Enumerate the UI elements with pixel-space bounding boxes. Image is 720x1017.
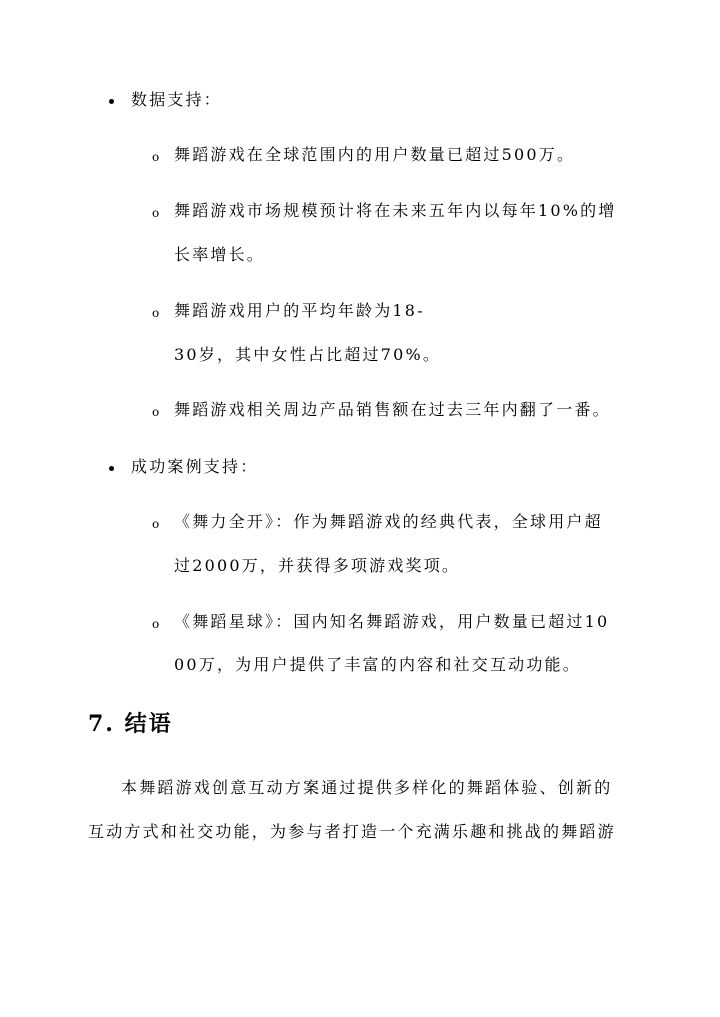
sub-bullet-icon: o <box>152 206 160 220</box>
section-title-case-support: 成功案例支持： <box>131 457 259 476</box>
list-item-text-cont: 00万，为用户提供了丰富的内容和社交互动功能。 <box>174 655 581 674</box>
sub-bullet-icon: o <box>152 617 160 631</box>
list-item-text-cont: 长率增长。 <box>174 245 266 264</box>
sub-bullet-icon: o <box>152 405 160 419</box>
sub-bullet-icon: o <box>152 306 160 320</box>
list-item-text: 舞蹈游戏市场规模预计将在未来五年内以每年10%的增 <box>174 201 617 220</box>
list-item-text: 舞蹈游戏在全球范围内的用户数量已超过500万。 <box>174 145 576 164</box>
sub-bullet-icon: o <box>152 517 160 531</box>
bullet-icon <box>109 99 114 104</box>
bullet-icon <box>109 466 114 471</box>
list-item-text: 舞蹈游戏相关周边产品销售额在过去三年内翻了一番。 <box>174 400 611 419</box>
list-item-text: 《舞蹈星球》：国内知名舞蹈游戏，用户数量已超过10 <box>174 612 610 631</box>
list-item-text: 舞蹈游戏用户的平均年龄为18- <box>174 301 425 320</box>
list-item-text: 《舞力全开》：作为舞蹈游戏的经典代表，全球用户超 <box>174 512 603 531</box>
section-title-data-support: 数据支持： <box>131 90 223 109</box>
list-item-text-cont: 过2000万，并获得多项游戏奖项。 <box>174 556 461 575</box>
conclusion-heading: 7. 结语 <box>88 711 173 737</box>
paragraph-line: 互动方式和社交功能，为参与者打造一个充满乐趣和挑战的舞蹈游 <box>88 822 616 841</box>
sub-bullet-icon: o <box>152 150 160 164</box>
paragraph-line: 本舞蹈游戏创意互动方案通过提供多样化的舞蹈体验、创新的 <box>121 778 613 797</box>
list-item-text-cont: 30岁，其中女性占比超过70%。 <box>174 345 442 364</box>
